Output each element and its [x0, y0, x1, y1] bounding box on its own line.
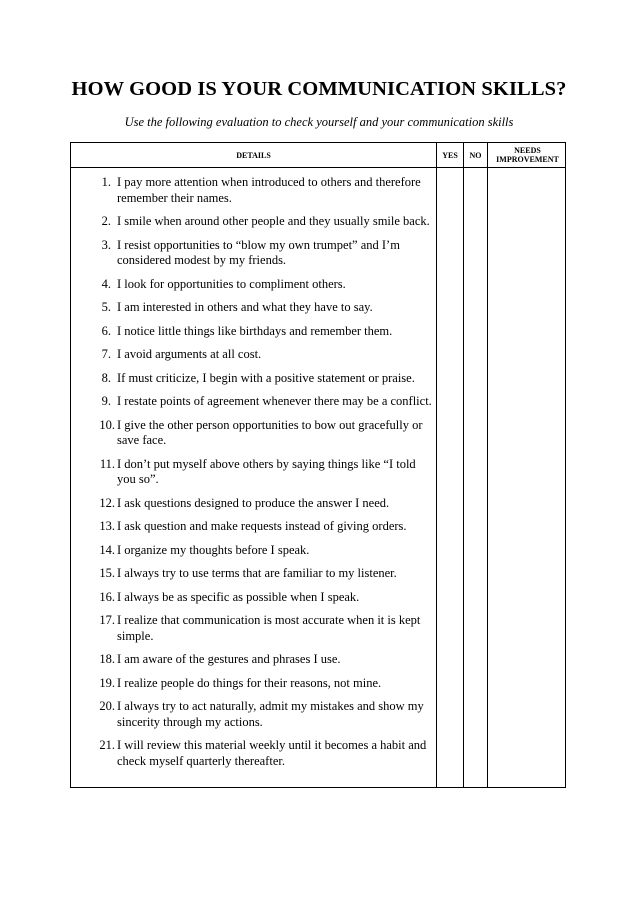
checklist-item	[71, 238, 437, 269]
page-subtitle: Use the following evaluation to check yourself and your communication skills	[124, 115, 514, 129]
item-text: I ask question and make requests instead of giving orders.	[117, 519, 407, 533]
item-number: 19.	[99, 675, 115, 690]
checklist-item	[71, 300, 437, 316]
item-text: I am interested in others and what they have to say.	[117, 300, 373, 314]
item-number: 6.	[101, 323, 111, 338]
item-number: 16.	[99, 589, 115, 604]
item-text: I resist opportunities to “blow my own trumpet” and I’m considered modest by my friends.	[117, 237, 400, 267]
checklist-item	[71, 371, 437, 387]
header-needs-improvement	[488, 143, 567, 167]
item-text: I avoid arguments at all cost.	[117, 347, 262, 361]
checklist-item	[71, 566, 437, 582]
checklist-item	[71, 652, 437, 668]
checklist-item	[71, 590, 437, 606]
checklist-item	[71, 324, 437, 340]
header-yes: YES	[442, 150, 458, 160]
item-number: 4.	[101, 276, 111, 291]
item-text: I organize my thoughts before I speak.	[117, 542, 310, 557]
checklist-item	[71, 676, 437, 692]
header-needs-improvement-line2: IMPROVEMENT	[496, 155, 559, 164]
checklist-item	[71, 394, 437, 410]
checklist-item	[71, 214, 437, 230]
item-number: 8.	[101, 370, 111, 385]
item-text: I realize that communication is most accurate when it is kept simple.	[117, 613, 421, 643]
header-no: NO	[469, 150, 482, 160]
item-number: 2.	[101, 214, 111, 228]
item-number: 1.	[101, 175, 111, 189]
item-text: I always try to act naturally, admit my mistakes and show my sincerity through my actions.	[117, 699, 424, 729]
item-number: 10.	[99, 417, 115, 432]
item-number: 18.	[99, 652, 115, 666]
header-needs-improvement-line1: NEEDS	[514, 146, 541, 155]
item-text: I pay more attention when introduced to others and therefore remember their names.	[117, 175, 421, 205]
header-details: DETAILS	[236, 150, 271, 160]
item-number: 15.	[99, 566, 115, 580]
item-number: 7.	[101, 347, 111, 361]
checklist	[71, 175, 437, 777]
item-number: 13.	[99, 519, 115, 533]
item-text: I restate points of agreement whenever there may be a conflict.	[117, 394, 432, 408]
item-text: I ask questions designed to produce the answer I need.	[117, 495, 390, 510]
item-text: I notice little things like birthdays and remember them.	[117, 323, 393, 338]
checklist-item	[71, 519, 437, 535]
checklist-item	[71, 175, 437, 206]
checklist-item	[71, 418, 437, 449]
column-divider	[487, 143, 488, 787]
item-text: I smile when around other people and they usually smile back.	[117, 214, 430, 228]
item-number: 20.	[99, 699, 115, 713]
item-text: I will review this material weekly until it becomes a habit and check myself quarterly thereafter.	[117, 738, 427, 768]
item-number: 12.	[99, 495, 115, 510]
item-number: 5.	[101, 300, 111, 314]
item-text: I always be as specific as possible when I speak.	[117, 589, 360, 604]
checklist-item	[71, 543, 437, 559]
checklist-item	[71, 496, 437, 512]
checklist-item	[71, 457, 437, 488]
item-text: I don’t put myself above others by saying things like “I told you so”.	[117, 456, 416, 486]
item-number: 11.	[99, 456, 115, 471]
checklist-item	[71, 613, 437, 644]
item-text: I always try to use terms that are familiar to my listener.	[117, 566, 397, 580]
page-title: HOW GOOD IS YOUR COMMUNICATION SKILLS?	[71, 78, 567, 100]
evaluation-table	[70, 142, 566, 788]
column-divider	[463, 143, 464, 787]
checklist-item	[71, 277, 437, 293]
item-text: If must criticize, I begin with a positive statement or praise.	[117, 370, 415, 385]
item-text: I realize people do things for their reasons, not mine.	[117, 675, 382, 690]
item-number: 3.	[101, 237, 111, 252]
item-number: 17.	[99, 613, 115, 627]
item-text: I look for opportunities to compliment others.	[117, 276, 346, 291]
item-number: 14.	[99, 542, 115, 557]
item-text: I give the other person opportunities to bow out gracefully or save face.	[117, 417, 423, 447]
checklist-item	[71, 738, 437, 769]
item-number: 9.	[101, 394, 111, 408]
checklist-item	[71, 699, 437, 730]
item-number: 21.	[99, 738, 115, 752]
header-divider	[71, 167, 565, 168]
checklist-item	[71, 347, 437, 363]
item-text: I am aware of the gestures and phrases I use.	[117, 652, 341, 666]
